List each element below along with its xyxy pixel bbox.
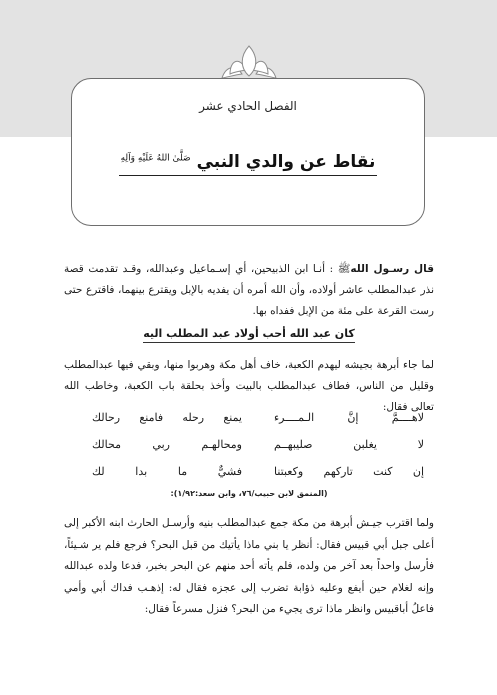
poem-hemistich-first: لا يغلبن صليبهــم [274, 438, 424, 451]
poem [92, 404, 424, 485]
closing-paragraph: ولما اقترب جيـش أبرهة من مكة جمع عبدالمطلب بنيه وأرسـل الحارث ابنه الأكبر إلى أعلى جبل أبي قبيس فقال: أنظر يا بني ماذا يأتيك من قبل البحر؟ فرجع فلم ير شـيئاً، فأرسل واحداً بعد آخر من ولده، فلم يأته أحد منهم عن البحر بخبر، فدعا ولده عبدالله وإنه لغلام حين أيفع وعليه ذؤابة تضرب إلى عجزه فقال له: إذهـب فداك أبي وأمي فاعلُ أباقبيس وانظر ماذا ترى يجيء من البحر؟ فنزل مسرعاً فقال: [64, 517, 434, 615]
section-paragraph: لما جاء أبرهة بجيشه ليهدم الكعبة، خاف أهل مكة وهربوا منها، وبقي فيها عبدالمطلب وقليل من الناس، فطاف عبدالمطلب بالبيت وأخذ بحلقة باب الكعبة، وخاطب الله تعالى فقال: [64, 359, 434, 413]
poem-hemistich-second: يمنع رحله فامنع رحالك [92, 411, 242, 424]
chapter-label: الفصل الحادي عشر [199, 99, 297, 113]
poem-verse [92, 404, 424, 431]
poem-hemistich-second: ومحالهـم ربي محالك [92, 438, 242, 451]
poem-verse [92, 458, 424, 485]
chapter-title-text: نقاط عن والدي النبي [196, 152, 376, 172]
section-heading-text: كان عبد الله أحب أولاد عبد المطلب اليه [143, 327, 354, 343]
poem-hemistich-second: فشيٌّ ما بدا لك [92, 465, 242, 478]
poem-verse [92, 431, 424, 458]
citation: (المنمق لابن حبيب/٧٦، وابن سعد:١/٩٢): [170, 489, 328, 498]
chapter-title [72, 152, 424, 176]
chapter-title-box [71, 78, 425, 226]
section-heading [64, 327, 434, 343]
poem-hemistich-first: لاهــــمَّ إنَّ الـمــــرء [274, 411, 424, 424]
intro-speaker: قال رسـول الله [350, 263, 434, 275]
intro-paragraph [64, 259, 434, 322]
intro-speaker-honorific: ﷺ [337, 263, 351, 275]
poem-hemistich-first: إن كنت تاركهم وكعبتنا [274, 465, 424, 478]
intro-text: : أنـا ابن الذبيحين، أي إسـماعيل وعبدالله، وقـد تقدمت قصة نذر عبدالمطلب عاشر أولاده، وأن الله أمره أن يفديه بالإبل ويقترع بينهما، فاقترع حتى رست القرعة على مئة من الإبل ففداه بها. [64, 263, 434, 317]
honorific-mark: صَلَّىٰ اللهُ عَلَيْهِ وَآلِهِ [120, 153, 191, 164]
